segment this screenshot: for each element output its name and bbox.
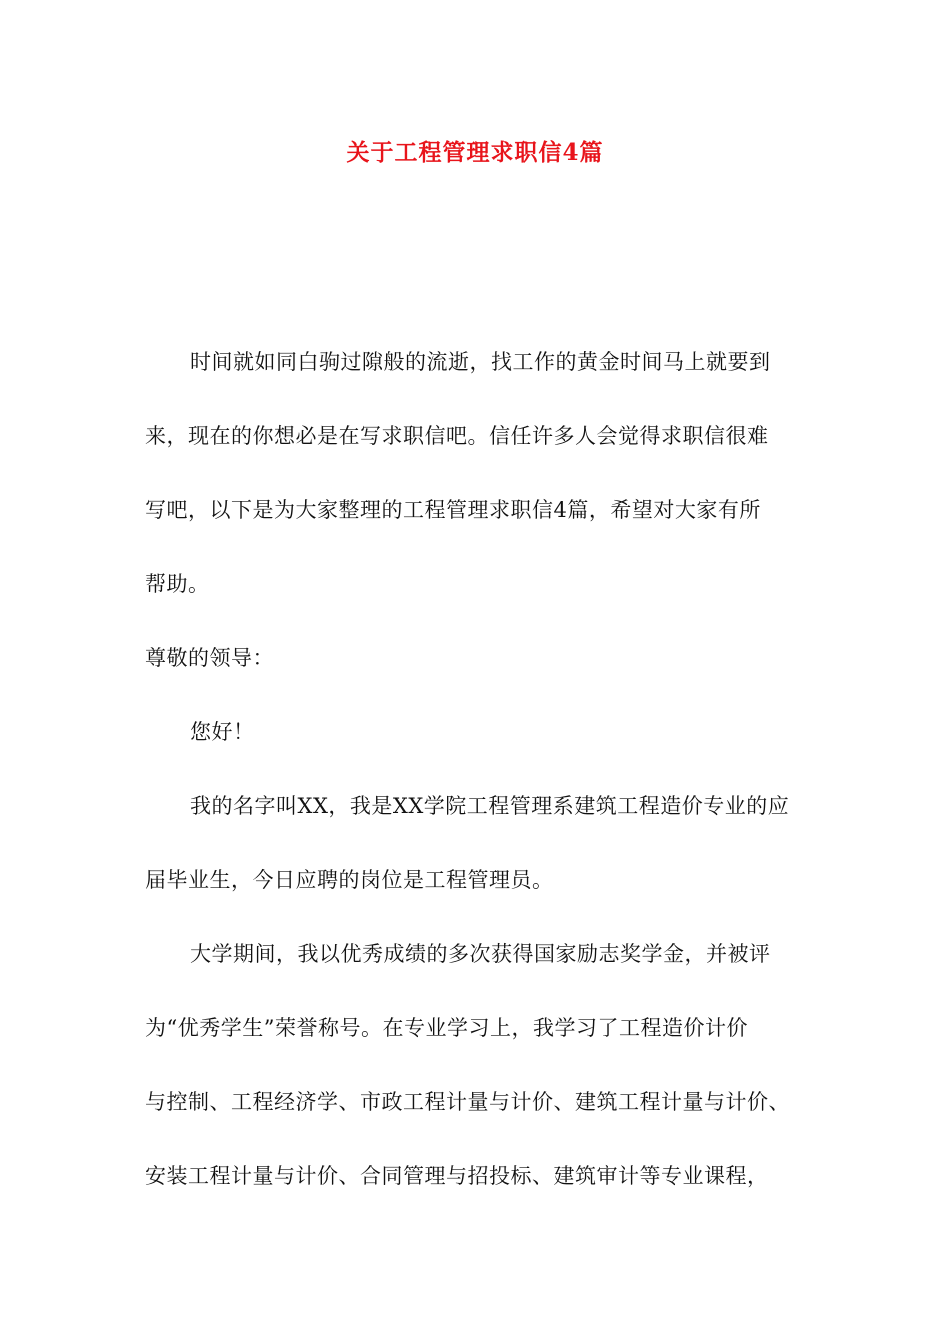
intro-paragraph [145,325,825,621]
salutation [145,621,825,695]
text-line: 为“优秀学生”荣誉称号。在专业学习上，我学习了工程造价计价 [145,1016,748,1040]
text-line: 尊敬的领导： [145,646,274,670]
self-introduction-paragraph [145,769,825,917]
text-line: 帮助。 [145,572,210,596]
text-line: 您好！ [190,720,255,744]
text-line: 大学期间，我以优秀成绩的多次获得国家励志奖学金，并被评 [190,942,771,966]
text-line: 写吧，以下是为大家整理的工程管理求职信4篇，希望对大家有所 [145,498,761,522]
document-body [145,325,825,1213]
text-line: 时间就如同白驹过隙般的流逝，找工作的黄金时间马上就要到 [190,350,771,374]
text-line: 与控制、工程经济学、市政工程计量与计价、建筑工程计量与计价、 [145,1090,790,1114]
greeting [145,695,825,769]
text-line: 来，现在的你想必是在写求职信吧。信任许多人会觉得求职信很难 [145,424,769,448]
text-line: 届毕业生，今日应聘的岗位是工程管理员。 [145,868,554,892]
text-line: 安装工程计量与计价、合同管理与招投标、建筑审计等专业课程， [145,1164,769,1188]
document-title: 关于工程管理求职信4篇 [346,139,604,166]
education-paragraph [145,917,825,1213]
text-line: 我的名字叫XX，我是XX学院工程管理系建筑工程造价专业的应 [190,794,790,818]
